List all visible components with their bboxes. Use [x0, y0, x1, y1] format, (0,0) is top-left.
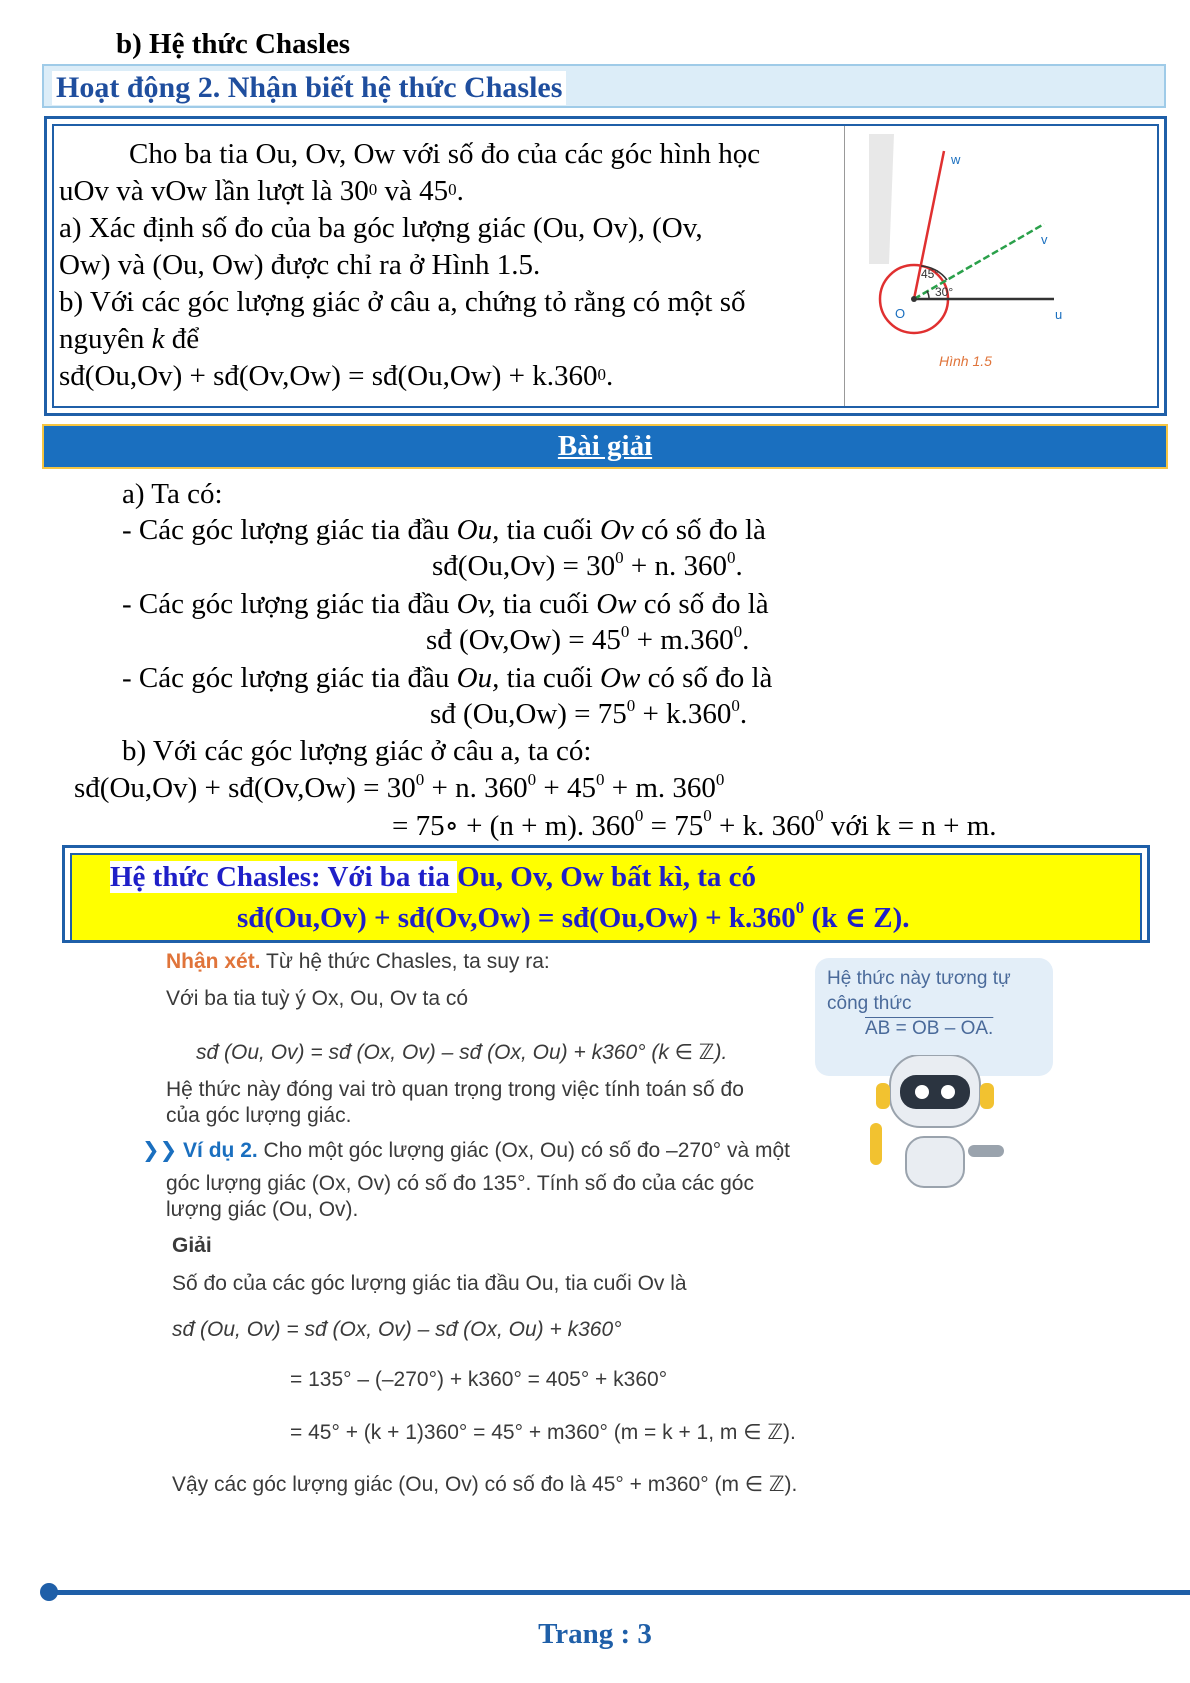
figure-shadow — [869, 134, 894, 264]
remark-formula: sđ (Ou, Ov) = sđ (Ox, Ov) – sđ (Ox, Ou) + k360° (k ∈ ℤ). — [196, 1041, 728, 1064]
activity-title: Hoạt động 2. Nhận biết hệ thức Chasles — [52, 71, 566, 105]
remark-line: Hệ thức này đóng vai trò quan trọng trong việc tính toán số đo — [166, 1078, 744, 1101]
giai-heading: Giải — [172, 1234, 212, 1257]
solution-formula: sđ(Ou,Ov) = $30^0 + n$. $360^0$. — [432, 548, 743, 582]
robot-illustration — [840, 1055, 1020, 1200]
section-heading: b) Hệ thức Chasles — [116, 28, 351, 60]
solution-line: - Các góc lượng giác tia đầu Ou, tia cuối Ow có số đo là — [122, 662, 773, 694]
solution-title: Bài giải — [557, 430, 653, 462]
bubble-line: công thức — [827, 993, 912, 1014]
remark-line: Với ba tia tuỳ ý Ox, Ou, Ov ta có — [166, 987, 469, 1010]
task-text — [59, 136, 839, 395]
task-line: Cho ba tia Ou, Ov, Ow với số đo của các góc hình học — [129, 138, 761, 170]
task-line: nguyên k để — [59, 323, 200, 355]
task-line: a) Xác định số đo của ba góc lượng giác (Ou, Ov), (Ov, — [59, 212, 703, 244]
bubble-formula: AB = OB – OA. — [865, 1018, 994, 1039]
task-line: b) Với các góc lượng giác ở câu a, chứng tỏ rằng có một số — [59, 286, 746, 318]
label-w: w — [951, 152, 961, 167]
label-o: O — [895, 306, 906, 321]
solution-b-intro: b) Với các góc lượng giác ở câu a, ta có: — [122, 735, 592, 767]
solution-title-bar — [42, 424, 1168, 469]
angle-figure — [869, 134, 1149, 404]
giai-formula: = 135° – (–270°) + k360° = 405° + k360° — [290, 1368, 668, 1391]
chasles-statement: Hệ thức Chasles: Với ba tia Ou, Ov, Ow bất kì, ta có — [110, 861, 756, 893]
ray-v — [914, 224, 1044, 299]
solution-b-formula: = 75∘ + (n + m). $360^0 = 75^0 + k$. $360^0$ với k = n + m. — [392, 806, 997, 842]
chasles-highlight-box — [62, 845, 1150, 943]
solution-line: - Các góc lượng giác tia đầu Ou, tia cuối Ov có số đo là — [122, 514, 766, 546]
example-line: ❯❯ Ví dụ 2. Cho một góc lượng giác (Ox, Ou) có số đo –270° và một — [142, 1139, 791, 1162]
giai-line: Số đo của các góc lượng giác tia đầu Ou, tia cuối Ov là — [172, 1272, 687, 1295]
footer-rule — [44, 1590, 1190, 1595]
solution-line: - Các góc lượng giác tia đầu Ov, tia cuối Ow có số đo là — [122, 588, 769, 620]
chasles-formula: sđ(Ou,Ov) + sđ(Ov,Ow) = sđ(Ou,Ow) + $k.360^0$ (k ∈ Z). — [237, 898, 910, 934]
bubble-line: Hệ thức này tương tự — [827, 968, 1011, 989]
figure-caption: Hình 1.5 — [939, 353, 992, 369]
remark-line: của góc lượng giác. — [166, 1104, 352, 1127]
task-line: uOv và vOw lần lượt là $30^0$ và $45^0$. — [59, 175, 464, 207]
solution-formula: sđ $(Ov,Ow) = 45^0 + m.360^0$. — [426, 622, 750, 656]
label-angle-30: 30° — [935, 285, 954, 299]
page-number: Trang : 3 — [538, 1618, 652, 1650]
giai-conclusion: Vậy các góc lượng giác (Ou, Ov) có số đo là 45° + m360° (m ∈ ℤ). — [172, 1473, 798, 1496]
remark-line: Nhận xét. Từ hệ thức Chasles, ta suy ra: — [166, 950, 550, 973]
label-angle-45: 45° — [921, 267, 940, 281]
giai-formula: sđ (Ou, Ov) = sđ (Ox, Ov) – sđ (Ox, Ou) + k360° — [172, 1318, 622, 1341]
solution-a-intro: a) Ta có: — [122, 478, 223, 510]
activity-title-bar — [42, 64, 1166, 108]
solution-formula: sđ $(Ou,Ow) = 75^0 + k.360^0$. — [430, 696, 748, 730]
frame-divider — [844, 126, 845, 406]
footer-dot — [40, 1583, 58, 1601]
origin-point — [911, 296, 917, 302]
giai-formula: = 45° + (k + 1)360° = 45° + m360° (m = k + 1, m ∈ ℤ). — [290, 1421, 796, 1444]
task-frame — [44, 116, 1167, 416]
label-u: u — [1055, 307, 1063, 322]
example-line: góc lượng giác (Ox, Ov) có số đo 135°. Tính số đo của các góc — [166, 1172, 754, 1195]
solution-b-formula: sđ(Ou,Ov) + sđ(Ov,Ow) = $30^0 + n$. $360^0 + 45^0 + m$. $360^0$ — [74, 770, 725, 804]
label-v: v — [1041, 232, 1048, 247]
task-formula: sđ(Ou,Ov) + sđ(Ov,Ow) = sđ(Ou,Ow) + $k.360^0$. — [59, 360, 614, 392]
task-line: Ow) và (Ou, Ow) được chỉ ra ở Hình 1.5. — [59, 249, 541, 281]
example-line: lượng giác (Ou, Ov). — [166, 1198, 359, 1221]
